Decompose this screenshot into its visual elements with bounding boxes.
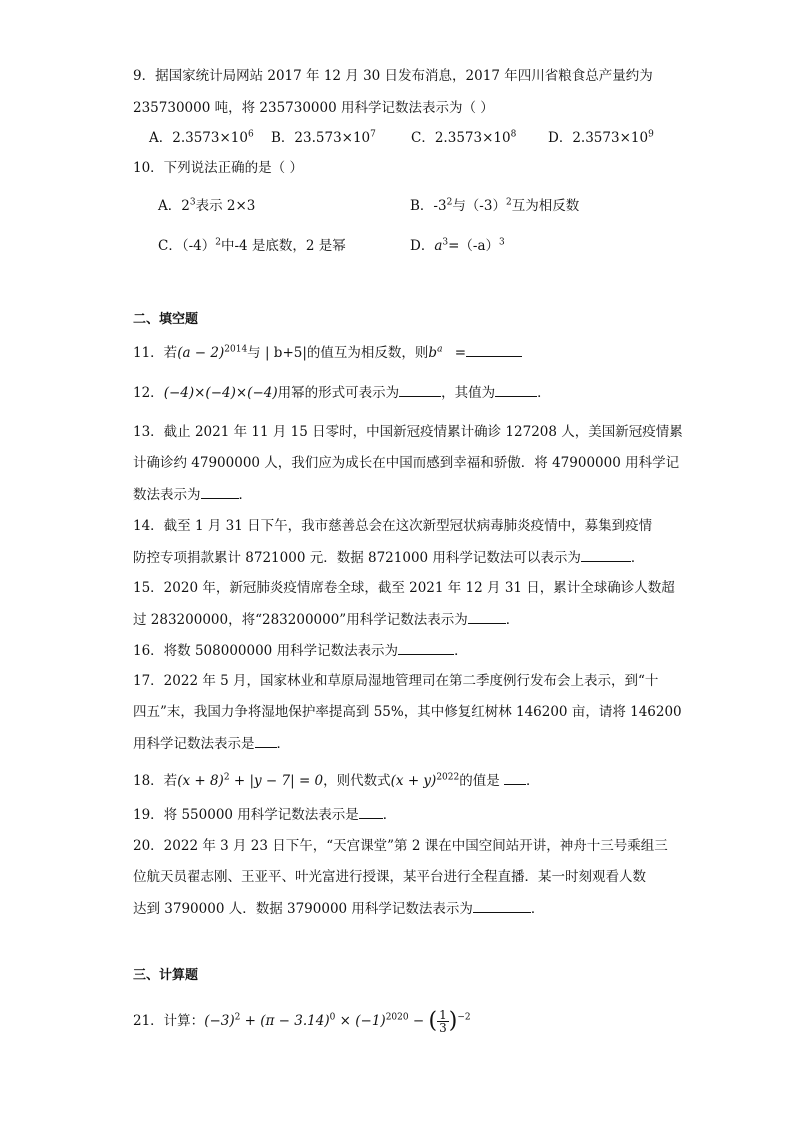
section-heading-fill-in: 二、填空题: [133, 312, 199, 327]
fraction-one-third: $\frac{1}{3}$: [439, 1008, 447, 1035]
q15-line1: 15．2020 年，新冠肺炎疫情席卷全球，截至 2021 年 12 月 31 日，累计全球确诊人数超: [133, 580, 675, 596]
q18: 18．若$(x + 8)^2 + |y - 7| = 0$，则代数式$(x + y)^{2022}$的值是 ．: [133, 770, 540, 791]
q9-line2: 235730000 吨，将 235730000 用科学记数法表示为（ ）: [133, 100, 494, 116]
q13-answer-blank[interactable]: [201, 484, 239, 499]
section-heading-calculation: 三、计算题: [133, 968, 199, 983]
q17-line3: 用科学记数法表示是 ．: [133, 733, 290, 754]
q21: 21．计算：$(-3)^2 + (\pi - 3.14)^0 \times (-1)^{2020}$ − ( $\frac{1}{3}$ )$^{-2}$: [133, 1008, 471, 1035]
q9-option-b[interactable]: B．$23.573\times 10^7$: [271, 129, 376, 146]
q20-line1: 20．2022 年 3 月 23 日下午，“天宫课堂”第 2 课在中国空间站开讲，神舟十三号乘组三: [133, 838, 668, 854]
q13-line2: 计确诊约 47900000 人，我们应为成长在中国而感到幸福和骄傲．将 47900000 用科学记: [133, 455, 680, 471]
q10-option-d[interactable]: D．$a^3=(-a)^3$: [410, 237, 505, 254]
q17-line1: 17．2022 年 5 月，国家林业和草原局湿地管理司在第二季度例行发布会上表示，到“十: [133, 673, 659, 689]
q20-answer-blank[interactable]: [473, 898, 531, 913]
q12: 12．(−4)×(−4)×(−4)用幂的形式可表示为 ，其值为 ．: [133, 382, 551, 403]
q12-value-blank[interactable]: [495, 382, 537, 397]
q9-line1: 9．据国家统计局网站 2017 年 12 月 30 日发布消息，2017 年四川省粮食总产量约为: [133, 68, 653, 84]
q12-power-blank[interactable]: [399, 382, 441, 397]
q17-answer-blank[interactable]: [255, 733, 277, 748]
q10-option-a[interactable]: A．$2^3$表示 2×3: [158, 197, 256, 214]
q9-option-c[interactable]: C．$2.3573\times 10^8$: [411, 129, 517, 146]
q14-line2: 防控专项捐款累计 8721000 元．数据 8721000 用科学记数法可以表示为 ．: [133, 547, 644, 568]
q16: 16．将数 508000000 用科学记数法表示为 ．: [133, 640, 468, 661]
q19: 19．将 550000 用科学记数法表示是 ．: [133, 804, 396, 825]
q14-line1: 14．截至 1 月 31 日下午，我市慈善总会在这次新型冠状病毒肺炎疫情中，募集到疫情: [133, 518, 653, 534]
q11: 11．若$(a - 2)^{2014}$与 | b+5|的值互为相反数，则$b^a$ =: [133, 342, 522, 363]
q10-option-b[interactable]: B．$-3^2$与$(-3)^2$互为相反数: [410, 197, 580, 214]
q18-answer-blank[interactable]: [504, 770, 526, 785]
q16-answer-blank[interactable]: [398, 640, 454, 655]
q9-option-a[interactable]: A．$2.3573\times 10^6$: [149, 129, 254, 146]
q15-line2: 过 283200000，将“283200000”用科学记数法表示为 ．: [133, 609, 519, 630]
q13-line3: 数法表示为 ．: [133, 484, 252, 505]
q19-answer-blank[interactable]: [359, 804, 383, 819]
q11-answer-blank[interactable]: [466, 342, 522, 357]
q13-line1: 13．截止 2021 年 11 月 15 日零时，中国新冠疫情累计确诊 127208 人，美国新冠疫情累: [133, 424, 683, 440]
q20-line2: 位航天员翟志刚、王亚平、叶光富进行授课，某平台进行全程直播．某一时刻观看人数: [133, 869, 646, 885]
q9-option-d[interactable]: D．$2.3573\times 10^9$: [548, 129, 654, 146]
q20-line3: 达到 3790000 人．数据 3790000 用科学记数法表示为 ．: [133, 898, 544, 919]
left-paren: (: [428, 1008, 438, 1034]
q10-stem: 10．下列说法正确的是（ ）: [133, 160, 303, 176]
right-paren: ): [448, 1008, 458, 1034]
q17-line2: 四五”末，我国力争将湿地保护率提高到 55%，其中修复红树林 146200 亩，请将 146200: [133, 704, 682, 720]
q15-answer-blank[interactable]: [468, 609, 506, 624]
q10-option-c[interactable]: C．$(-4)^2$中-4 是底数，2 是幂: [158, 237, 346, 254]
q14-answer-blank[interactable]: [581, 547, 631, 562]
